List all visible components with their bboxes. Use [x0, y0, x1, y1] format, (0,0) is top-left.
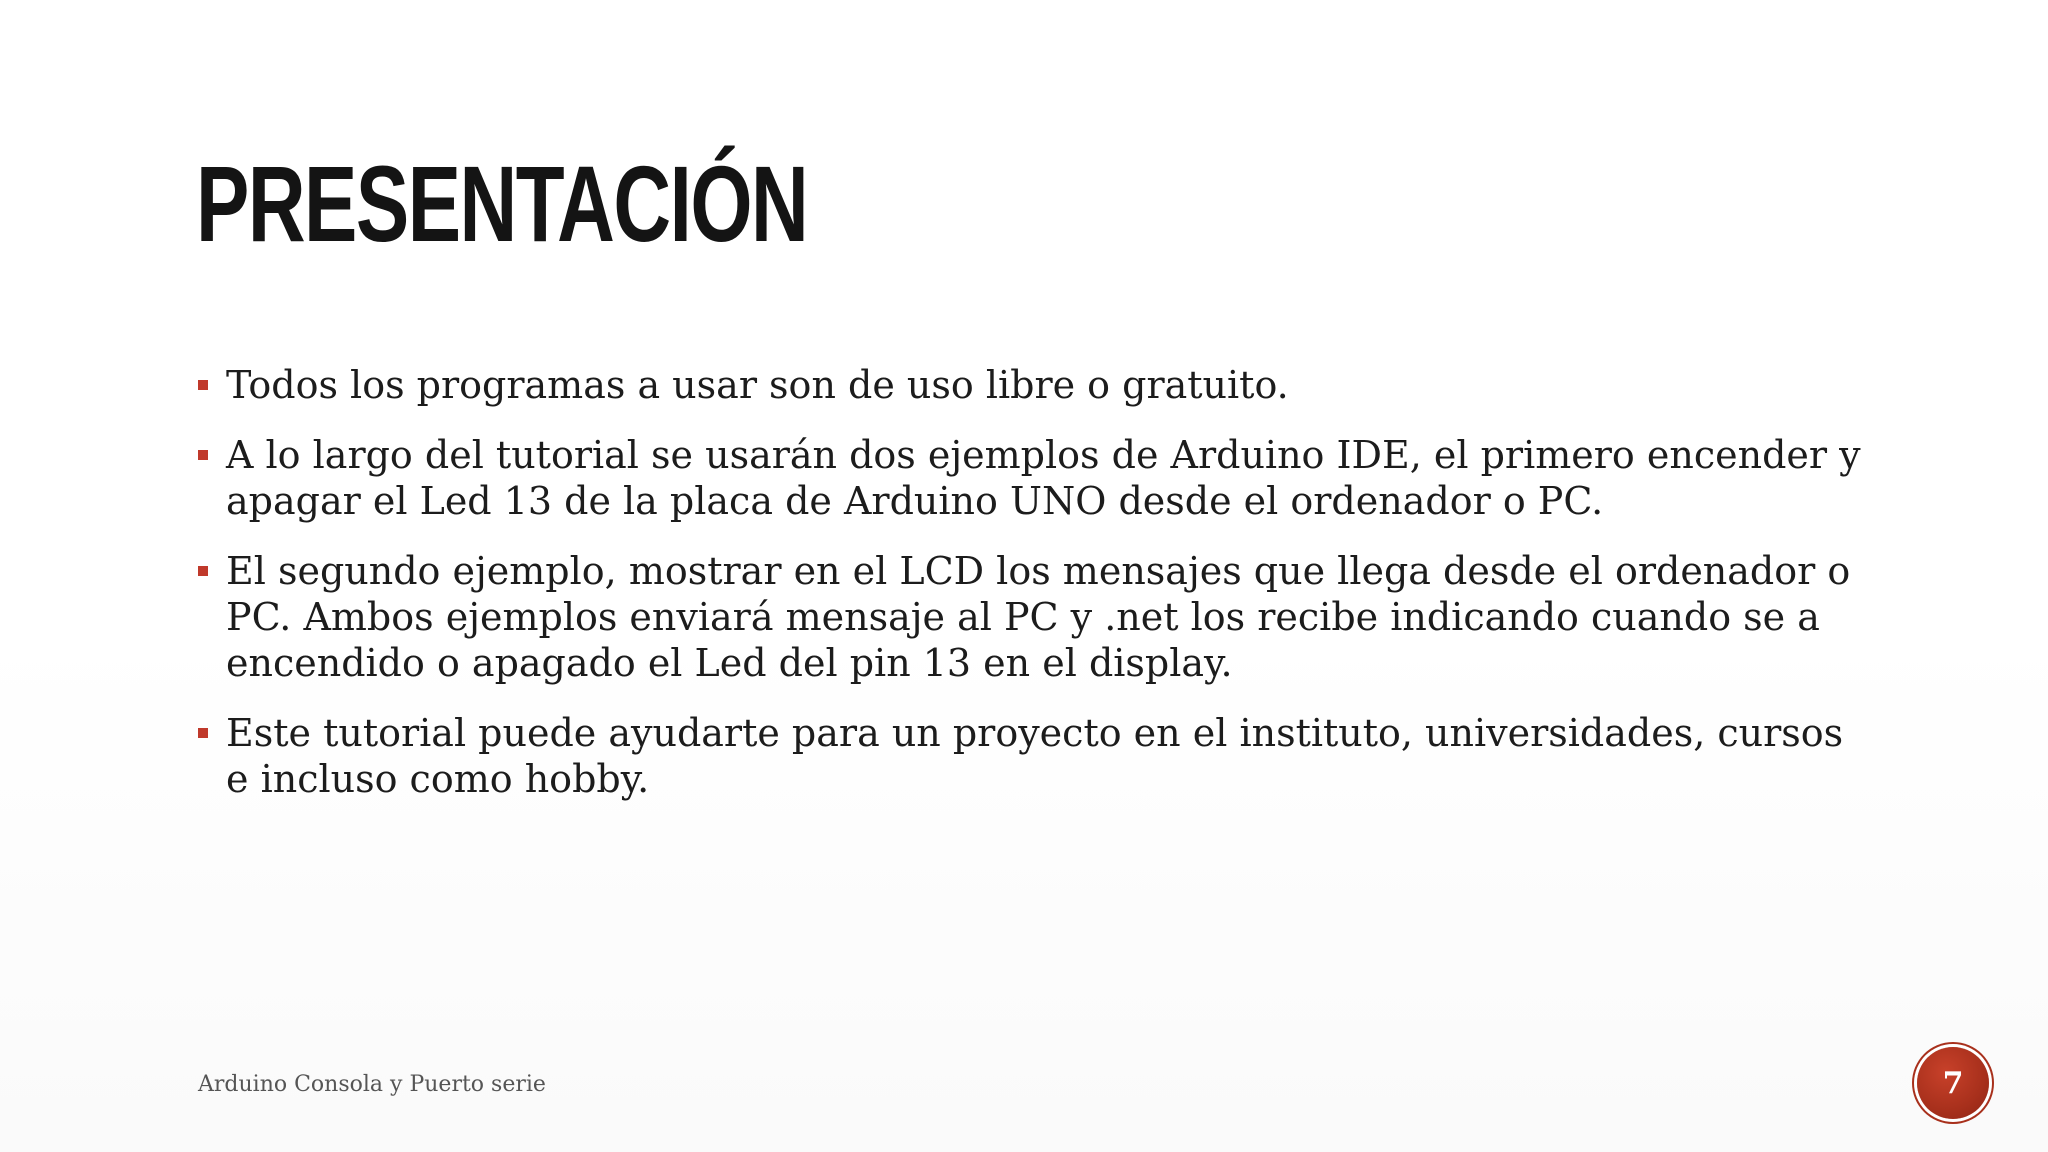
square-bullet-icon	[198, 450, 208, 460]
bullet-list	[196, 362, 1876, 826]
bullet-text: Este tutorial puede ayudarte para un proyecto en el instituto, universidades, cursos e incluso como hobby.	[226, 711, 1844, 801]
bullet-item	[196, 362, 1876, 408]
slide-title: PRESENTACIÓN	[196, 143, 808, 264]
bullet-text: Todos los programas a usar son de uso libre o gratuito.	[226, 363, 1289, 407]
slide-footer: Arduino Consola y Puerto serie	[198, 1072, 546, 1097]
bullet-text: El segundo ejemplo, mostrar en el LCD los mensajes que llega desde el ordenador o PC. Ambos ejemplos enviará mensaje al PC y .net los recibe indicando cuando se a encendido o apagado el Led del pin 13 en el display.	[226, 549, 1851, 685]
square-bullet-icon	[198, 728, 208, 738]
bullet-item	[196, 710, 1876, 802]
page-number: 7	[1942, 1065, 1964, 1101]
bullet-text: A lo largo del tutorial se usarán dos ejemplos de Arduino IDE, el primero encender y apagar el Led 13 de la placa de Arduino UNO desde el ordenador o PC.	[226, 433, 1861, 523]
square-bullet-icon	[198, 380, 208, 390]
square-bullet-icon	[198, 566, 208, 576]
bullet-item	[196, 432, 1876, 524]
bullet-item	[196, 548, 1876, 686]
page-number-badge	[1917, 1047, 1989, 1119]
